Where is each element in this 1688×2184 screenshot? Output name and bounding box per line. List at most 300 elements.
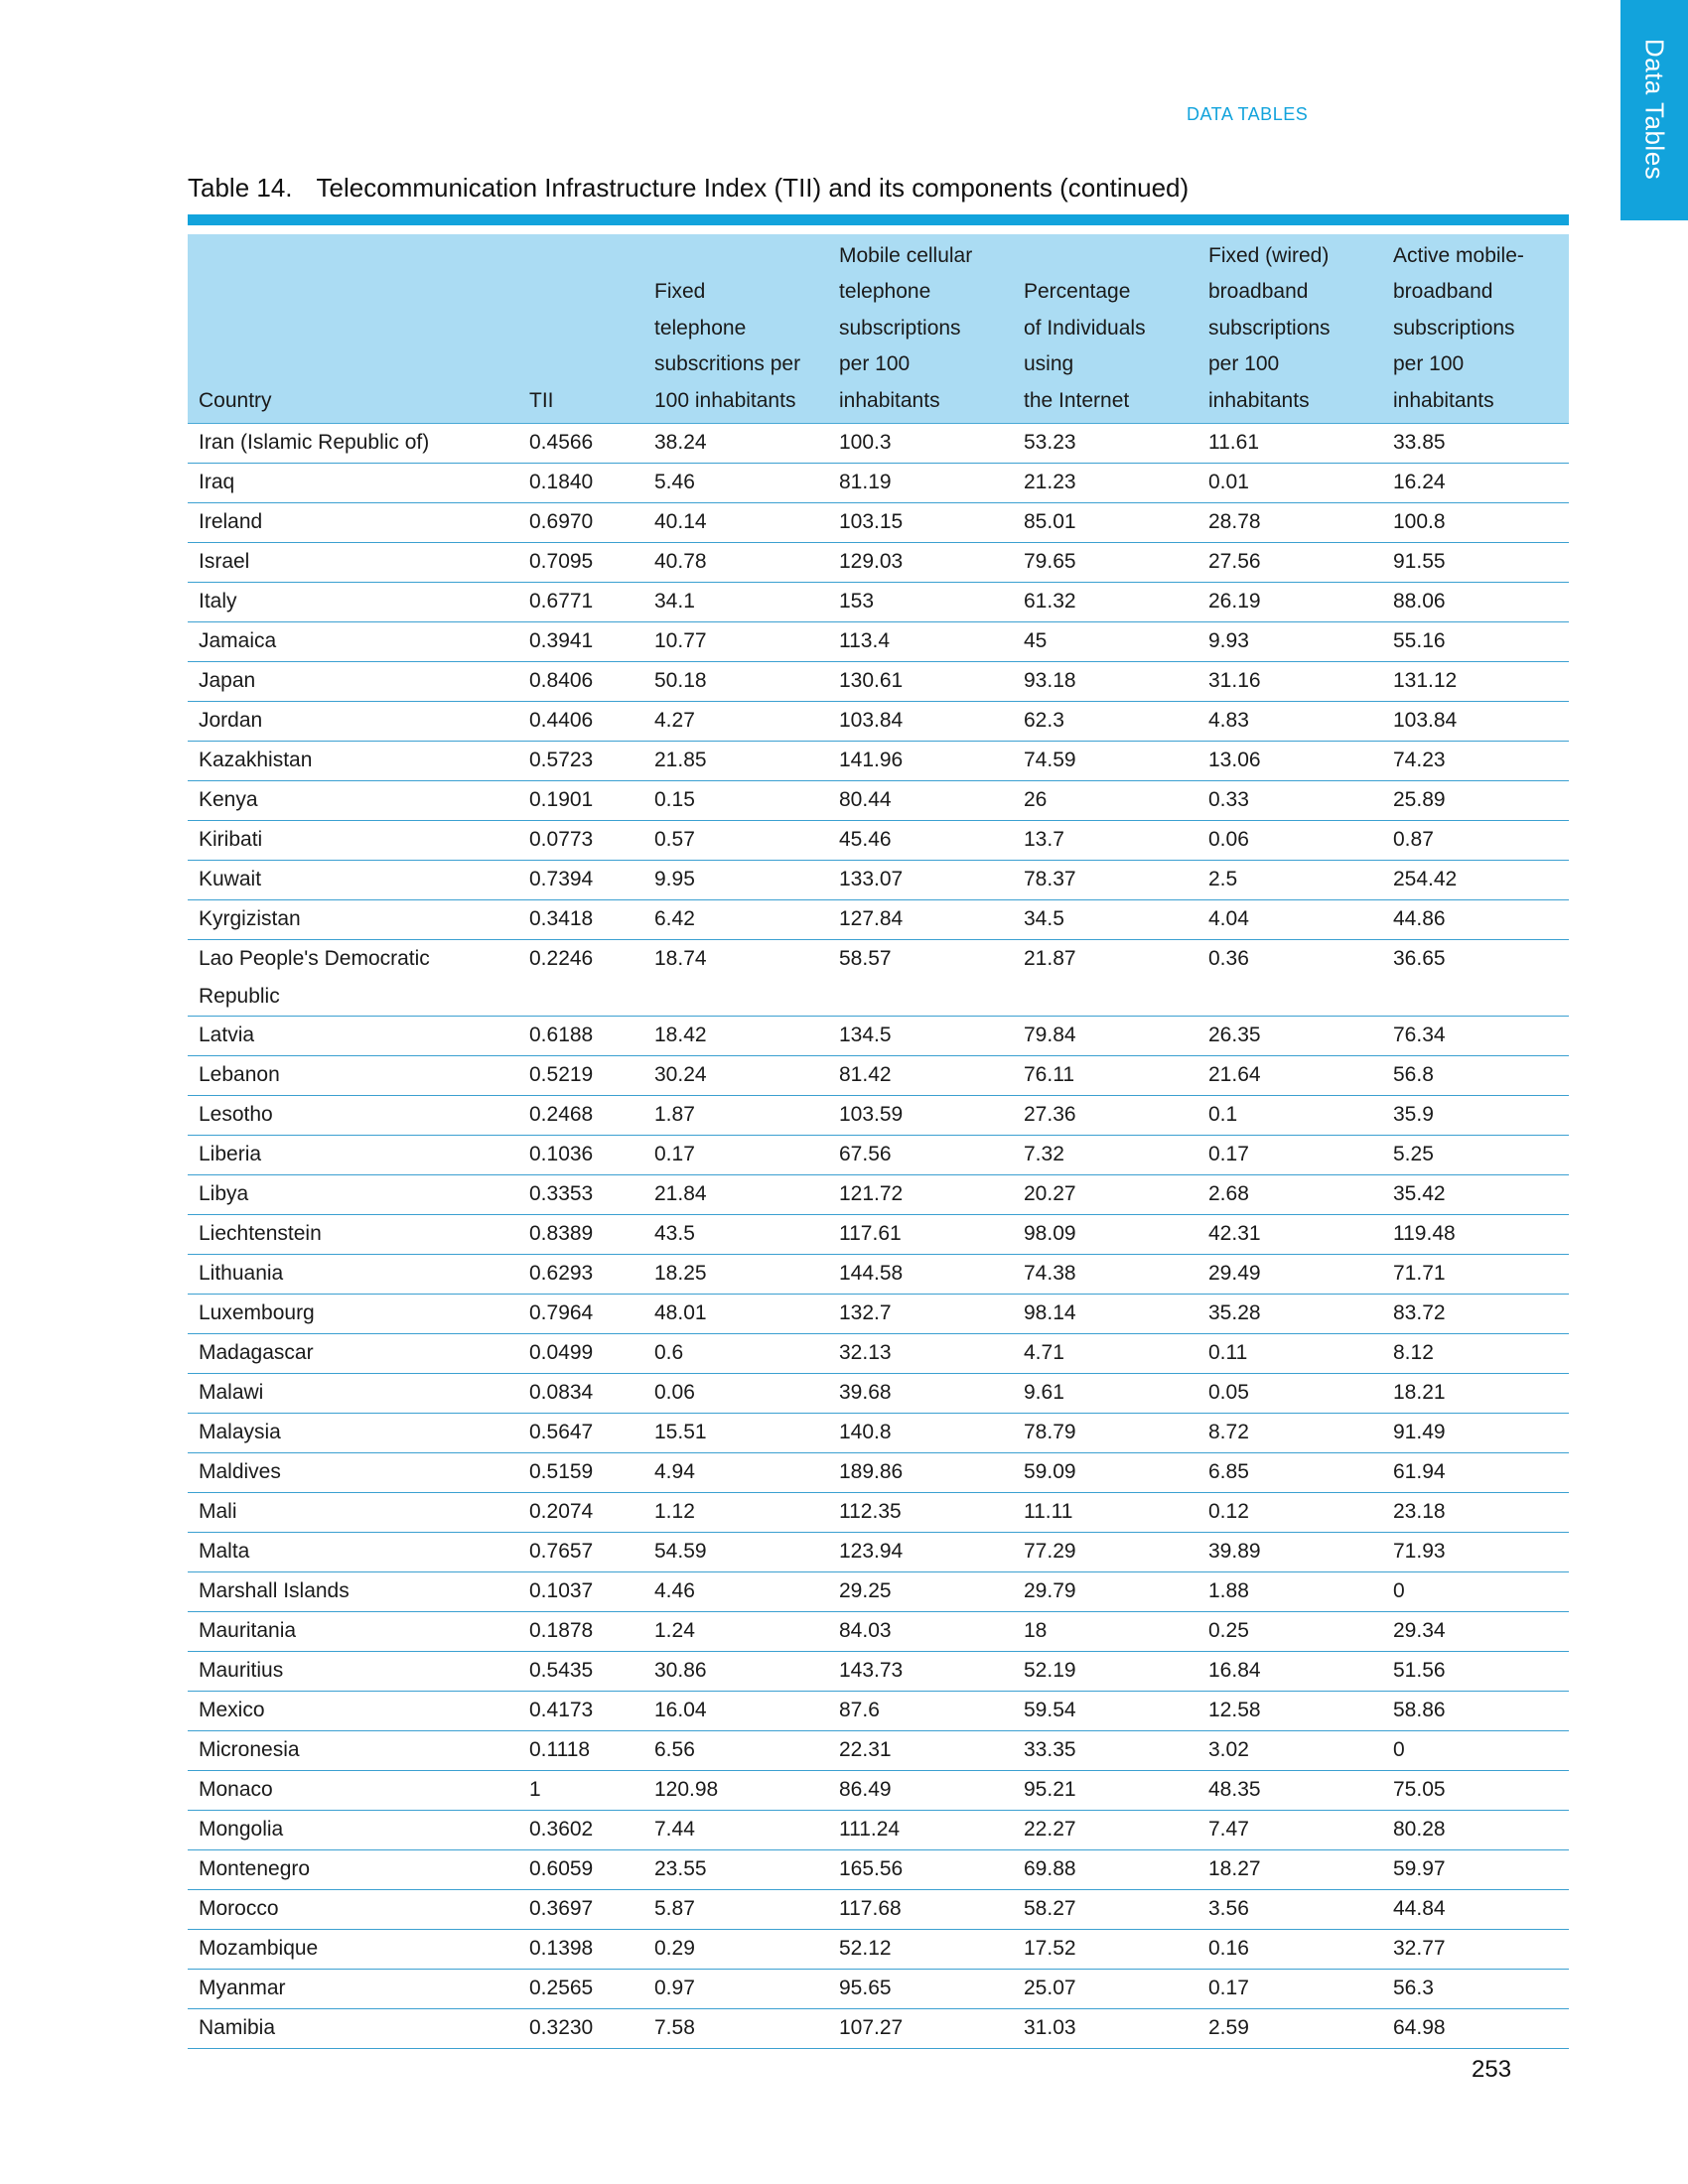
value-cell-internet-users: 29.79 (1013, 1572, 1197, 1612)
running-header: DATA TABLES (1187, 104, 1309, 124)
value-cell-mobile-cellular: 140.8 (828, 1414, 1013, 1453)
value-cell-mobile-cellular: 165.56 (828, 1850, 1013, 1890)
value-cell-fixed-broadband: 0.12 (1197, 1493, 1382, 1533)
value-cell-fixed-broadband: 2.59 (1197, 2009, 1382, 2049)
value-cell-fixed-telephone: 120.98 (643, 1771, 828, 1811)
value-cell-fixed-broadband: 6.85 (1197, 1453, 1382, 1493)
column-header-fixed-broadband (1197, 234, 1382, 424)
value-cell-tii: 0.0773 (518, 821, 643, 861)
table-row (188, 1056, 1569, 1096)
table-header (188, 234, 1569, 424)
column-header-line: Mobile cellular (839, 244, 973, 267)
value-cell-mobile-broadband: 80.28 (1382, 1811, 1569, 1850)
value-cell-internet-users: 26 (1013, 781, 1197, 821)
table-row (188, 503, 1569, 543)
value-cell-tii: 0.5159 (518, 1453, 643, 1493)
country-cell-line: Republic (199, 985, 280, 1009)
table-row (188, 2009, 1569, 2049)
country-cell (188, 940, 518, 1017)
value-cell-fixed-telephone: 54.59 (643, 1533, 828, 1572)
country-cell: Kenya (188, 781, 518, 821)
value-cell-mobile-cellular: 144.58 (828, 1255, 1013, 1295)
value-cell-mobile-cellular: 129.03 (828, 543, 1013, 583)
column-header-line: subscritions per (654, 352, 801, 376)
value-cell-internet-users: 25.07 (1013, 1970, 1197, 2009)
value-cell-tii: 0.4566 (518, 424, 643, 464)
value-cell-mobile-cellular: 103.84 (828, 702, 1013, 742)
country-cell: Iraq (188, 464, 518, 503)
country-cell: Lithuania (188, 1255, 518, 1295)
value-cell-tii: 0.7964 (518, 1295, 643, 1334)
value-cell-fixed-broadband: 3.56 (1197, 1890, 1382, 1930)
value-cell-fixed-broadband: 27.56 (1197, 543, 1382, 583)
table-row (188, 1652, 1569, 1692)
country-cell: Libya (188, 1175, 518, 1215)
country-cell: Monaco (188, 1771, 518, 1811)
column-header-line: of Individuals (1024, 316, 1146, 340)
value-cell-tii: 0.0834 (518, 1374, 643, 1414)
value-cell-tii: 0.3418 (518, 900, 643, 940)
value-cell-mobile-broadband: 74.23 (1382, 742, 1569, 781)
column-header-line: Country (199, 388, 272, 412)
table-title (188, 173, 1189, 204)
value-cell-fixed-broadband: 18.27 (1197, 1850, 1382, 1890)
value-cell-mobile-broadband: 103.84 (1382, 702, 1569, 742)
country-cell: Japan (188, 662, 518, 702)
column-header-fixed-telephone (643, 234, 828, 424)
value-cell-fixed-broadband: 8.72 (1197, 1414, 1382, 1453)
value-cell-mobile-broadband: 88.06 (1382, 583, 1569, 622)
value-cell-mobile-broadband: 58.86 (1382, 1692, 1569, 1731)
value-cell-fixed-broadband: 0.36 (1197, 940, 1382, 1017)
country-cell: Mozambique (188, 1930, 518, 1970)
column-header-line: Fixed (wired) (1208, 244, 1330, 267)
value-cell-tii: 0.6059 (518, 1850, 643, 1890)
country-cell: Liberia (188, 1136, 518, 1175)
column-header-line: broadband (1393, 280, 1493, 304)
table-row (188, 622, 1569, 662)
value-cell-internet-users: 98.14 (1013, 1295, 1197, 1334)
value-cell-fixed-telephone: 7.44 (643, 1811, 828, 1850)
value-cell-tii: 0.1037 (518, 1572, 643, 1612)
value-cell-tii: 0.1398 (518, 1930, 643, 1970)
country-cell: Mali (188, 1493, 518, 1533)
value-cell-fixed-telephone: 9.95 (643, 861, 828, 900)
table-row (188, 1215, 1569, 1255)
value-cell-mobile-broadband: 0 (1382, 1572, 1569, 1612)
column-header-line: per 100 (1393, 352, 1465, 376)
country-cell: Jordan (188, 702, 518, 742)
column-header-line: inhabitants (1393, 388, 1494, 412)
value-cell-fixed-telephone: 4.27 (643, 702, 828, 742)
value-cell-fixed-telephone: 1.87 (643, 1096, 828, 1136)
value-cell-fixed-telephone: 43.5 (643, 1215, 828, 1255)
value-cell-internet-users: 77.29 (1013, 1533, 1197, 1572)
value-cell-internet-users: 74.59 (1013, 742, 1197, 781)
table-row (188, 1850, 1569, 1890)
table-row (188, 1612, 1569, 1652)
value-cell-mobile-cellular: 130.61 (828, 662, 1013, 702)
value-cell-internet-users: 11.11 (1013, 1493, 1197, 1533)
value-cell-fixed-telephone: 6.42 (643, 900, 828, 940)
value-cell-mobile-broadband: 59.97 (1382, 1850, 1569, 1890)
value-cell-internet-users: 59.09 (1013, 1453, 1197, 1493)
value-cell-tii: 0.0499 (518, 1334, 643, 1374)
value-cell-fixed-broadband: 39.89 (1197, 1533, 1382, 1572)
table-title-text: Telecommunication Infrastructure Index (TII) and its components (continued) (316, 173, 1190, 203)
value-cell-mobile-broadband: 76.34 (1382, 1017, 1569, 1056)
column-header-line: per 100 (1208, 352, 1280, 376)
country-cell: Italy (188, 583, 518, 622)
value-cell-fixed-broadband: 7.47 (1197, 1811, 1382, 1850)
value-cell-tii: 0.6771 (518, 583, 643, 622)
value-cell-tii: 0.3941 (518, 622, 643, 662)
value-cell-mobile-broadband: 36.65 (1382, 940, 1569, 1017)
table-row (188, 1136, 1569, 1175)
value-cell-mobile-broadband: 254.42 (1382, 861, 1569, 900)
value-cell-tii: 0.5723 (518, 742, 643, 781)
value-cell-fixed-telephone: 34.1 (643, 583, 828, 622)
value-cell-fixed-broadband: 0.16 (1197, 1930, 1382, 1970)
value-cell-internet-users: 79.84 (1013, 1017, 1197, 1056)
value-cell-fixed-broadband: 0.1 (1197, 1096, 1382, 1136)
value-cell-fixed-telephone: 18.25 (643, 1255, 828, 1295)
column-header-country (188, 234, 518, 424)
country-cell-line: Lao People's Democratic (199, 947, 430, 971)
value-cell-mobile-cellular: 81.19 (828, 464, 1013, 503)
country-cell: Montenegro (188, 1850, 518, 1890)
table-number: Table 14. (188, 173, 293, 203)
value-cell-fixed-broadband: 12.58 (1197, 1692, 1382, 1731)
value-cell-internet-users: 34.5 (1013, 900, 1197, 940)
value-cell-mobile-cellular: 121.72 (828, 1175, 1013, 1215)
column-header-line: the Internet (1024, 388, 1130, 412)
country-cell: Mongolia (188, 1811, 518, 1850)
column-header-mobile-cellular (828, 234, 1013, 424)
country-cell: Iran (Islamic Republic of) (188, 424, 518, 464)
value-cell-tii: 0.3230 (518, 2009, 643, 2049)
value-cell-fixed-telephone: 0.15 (643, 781, 828, 821)
value-cell-mobile-cellular: 103.59 (828, 1096, 1013, 1136)
country-cell: Latvia (188, 1017, 518, 1056)
value-cell-mobile-cellular: 123.94 (828, 1533, 1013, 1572)
value-cell-fixed-telephone: 50.18 (643, 662, 828, 702)
value-cell-mobile-broadband: 56.8 (1382, 1056, 1569, 1096)
value-cell-fixed-broadband: 0.01 (1197, 464, 1382, 503)
value-cell-fixed-telephone: 4.46 (643, 1572, 828, 1612)
value-cell-mobile-broadband: 35.9 (1382, 1096, 1569, 1136)
value-cell-fixed-broadband: 26.19 (1197, 583, 1382, 622)
value-cell-mobile-broadband: 56.3 (1382, 1970, 1569, 2009)
title-rule (188, 214, 1569, 225)
value-cell-internet-users: 98.09 (1013, 1215, 1197, 1255)
value-cell-fixed-broadband: 4.83 (1197, 702, 1382, 742)
value-cell-fixed-broadband: 0.11 (1197, 1334, 1382, 1374)
value-cell-mobile-cellular: 134.5 (828, 1017, 1013, 1056)
table-row (188, 1453, 1569, 1493)
value-cell-internet-users: 33.35 (1013, 1731, 1197, 1771)
value-cell-internet-users: 79.65 (1013, 543, 1197, 583)
value-cell-mobile-broadband: 75.05 (1382, 1771, 1569, 1811)
value-cell-fixed-telephone: 0.6 (643, 1334, 828, 1374)
country-cell: Kiribati (188, 821, 518, 861)
value-cell-internet-users: 22.27 (1013, 1811, 1197, 1850)
country-cell: Ireland (188, 503, 518, 543)
value-cell-tii: 0.4406 (518, 702, 643, 742)
value-cell-fixed-broadband: 29.49 (1197, 1255, 1382, 1295)
table-row (188, 543, 1569, 583)
table-row (188, 1255, 1569, 1295)
value-cell-mobile-cellular: 32.13 (828, 1334, 1013, 1374)
value-cell-mobile-broadband: 33.85 (1382, 424, 1569, 464)
value-cell-fixed-telephone: 15.51 (643, 1414, 828, 1453)
value-cell-mobile-broadband: 0 (1382, 1731, 1569, 1771)
value-cell-mobile-cellular: 143.73 (828, 1652, 1013, 1692)
column-header-line: broadband (1208, 280, 1309, 304)
column-header-tii (518, 234, 643, 424)
value-cell-mobile-cellular: 117.68 (828, 1890, 1013, 1930)
column-header-mobile-broadband (1382, 234, 1569, 424)
value-cell-mobile-cellular: 189.86 (828, 1453, 1013, 1493)
column-header-line: TII (529, 388, 554, 412)
value-cell-tii: 0.5435 (518, 1652, 643, 1692)
page-number: 253 (1472, 2056, 1512, 2083)
table-row (188, 583, 1569, 622)
value-cell-fixed-broadband: 0.17 (1197, 1136, 1382, 1175)
value-cell-mobile-broadband: 44.84 (1382, 1890, 1569, 1930)
country-cell: Luxembourg (188, 1295, 518, 1334)
section-side-tab (1620, 0, 1688, 220)
value-cell-fixed-broadband: 9.93 (1197, 622, 1382, 662)
value-cell-mobile-broadband: 51.56 (1382, 1652, 1569, 1692)
country-cell: Malawi (188, 1374, 518, 1414)
table-row (188, 424, 1569, 464)
value-cell-mobile-cellular: 87.6 (828, 1692, 1013, 1731)
value-cell-mobile-broadband: 0.87 (1382, 821, 1569, 861)
column-header-line: using (1024, 352, 1074, 376)
value-cell-mobile-cellular: 153 (828, 583, 1013, 622)
country-cell: Micronesia (188, 1731, 518, 1771)
value-cell-internet-users: 53.23 (1013, 424, 1197, 464)
value-cell-internet-users: 7.32 (1013, 1136, 1197, 1175)
table-row (188, 1493, 1569, 1533)
table-row (188, 900, 1569, 940)
value-cell-internet-users: 52.19 (1013, 1652, 1197, 1692)
value-cell-fixed-broadband: 2.68 (1197, 1175, 1382, 1215)
value-cell-fixed-telephone: 23.55 (643, 1850, 828, 1890)
table-row (188, 1414, 1569, 1453)
value-cell-mobile-cellular: 132.7 (828, 1295, 1013, 1334)
value-cell-internet-users: 27.36 (1013, 1096, 1197, 1136)
table-row (188, 464, 1569, 503)
value-cell-mobile-cellular: 141.96 (828, 742, 1013, 781)
value-cell-mobile-cellular: 100.3 (828, 424, 1013, 464)
column-header-line: subscriptions (839, 316, 961, 340)
value-cell-tii: 0.2565 (518, 1970, 643, 2009)
country-cell: Israel (188, 543, 518, 583)
value-cell-mobile-broadband: 16.24 (1382, 464, 1569, 503)
value-cell-tii: 1 (518, 1771, 643, 1811)
column-header-line: Percentage (1024, 280, 1131, 304)
value-cell-internet-users: 21.87 (1013, 940, 1197, 1017)
value-cell-fixed-telephone: 18.74 (643, 940, 828, 1017)
value-cell-fixed-broadband: 2.5 (1197, 861, 1382, 900)
value-cell-mobile-broadband: 71.93 (1382, 1533, 1569, 1572)
country-cell: Morocco (188, 1890, 518, 1930)
value-cell-internet-users: 4.71 (1013, 1334, 1197, 1374)
value-cell-fixed-telephone: 0.97 (643, 1970, 828, 2009)
value-cell-fixed-broadband: 11.61 (1197, 424, 1382, 464)
value-cell-mobile-broadband: 83.72 (1382, 1295, 1569, 1334)
column-header-line: inhabitants (839, 388, 940, 412)
table-row (188, 1017, 1569, 1056)
table-row (188, 1295, 1569, 1334)
country-cell: Kazakhistan (188, 742, 518, 781)
value-cell-fixed-telephone: 30.86 (643, 1652, 828, 1692)
value-cell-mobile-broadband: 91.55 (1382, 543, 1569, 583)
value-cell-tii: 0.7657 (518, 1533, 643, 1572)
value-cell-fixed-broadband: 13.06 (1197, 742, 1382, 781)
table-row (188, 1970, 1569, 2009)
column-header-line: Fixed (654, 280, 706, 304)
value-cell-mobile-cellular: 103.15 (828, 503, 1013, 543)
value-cell-tii: 0.6293 (518, 1255, 643, 1295)
table-row (188, 1930, 1569, 1970)
table-row (188, 702, 1569, 742)
table-row (188, 1533, 1569, 1572)
value-cell-fixed-telephone: 6.56 (643, 1731, 828, 1771)
value-cell-fixed-broadband: 0.06 (1197, 821, 1382, 861)
value-cell-internet-users: 74.38 (1013, 1255, 1197, 1295)
value-cell-fixed-telephone: 30.24 (643, 1056, 828, 1096)
column-header-line: 100 inhabitants (654, 388, 796, 412)
value-cell-internet-users: 93.18 (1013, 662, 1197, 702)
value-cell-fixed-telephone: 4.94 (643, 1453, 828, 1493)
country-cell: Maldives (188, 1453, 518, 1493)
value-cell-mobile-cellular: 45.46 (828, 821, 1013, 861)
value-cell-mobile-broadband: 61.94 (1382, 1453, 1569, 1493)
column-header-line: per 100 (839, 352, 911, 376)
value-cell-mobile-cellular: 113.4 (828, 622, 1013, 662)
table-row (188, 662, 1569, 702)
column-header-line: subscriptions (1393, 316, 1515, 340)
value-cell-mobile-broadband: 18.21 (1382, 1374, 1569, 1414)
value-cell-tii: 0.8389 (518, 1215, 643, 1255)
table-row (188, 1692, 1569, 1731)
value-cell-mobile-cellular: 86.49 (828, 1771, 1013, 1811)
value-cell-mobile-broadband: 44.86 (1382, 900, 1569, 940)
value-cell-fixed-telephone: 0.57 (643, 821, 828, 861)
value-cell-fixed-telephone: 1.12 (643, 1493, 828, 1533)
value-cell-fixed-broadband: 1.88 (1197, 1572, 1382, 1612)
value-cell-mobile-cellular: 67.56 (828, 1136, 1013, 1175)
value-cell-tii: 0.8406 (518, 662, 643, 702)
value-cell-fixed-broadband: 42.31 (1197, 1215, 1382, 1255)
table-row (188, 1890, 1569, 1930)
value-cell-mobile-cellular: 107.27 (828, 2009, 1013, 2049)
column-header-line: telephone (654, 316, 747, 340)
value-cell-internet-users: 20.27 (1013, 1175, 1197, 1215)
value-cell-mobile-cellular: 127.84 (828, 900, 1013, 940)
value-cell-fixed-telephone: 16.04 (643, 1692, 828, 1731)
value-cell-fixed-telephone: 40.78 (643, 543, 828, 583)
column-header-internet-users (1013, 234, 1197, 424)
value-cell-internet-users: 18 (1013, 1612, 1197, 1652)
value-cell-tii: 0.3602 (518, 1811, 643, 1850)
value-cell-fixed-telephone: 21.84 (643, 1175, 828, 1215)
country-cell: Lebanon (188, 1056, 518, 1096)
value-cell-tii: 0.7394 (518, 861, 643, 900)
value-cell-internet-users: 95.21 (1013, 1771, 1197, 1811)
value-cell-mobile-cellular: 84.03 (828, 1612, 1013, 1652)
column-header-line: telephone (839, 280, 931, 304)
value-cell-mobile-cellular: 80.44 (828, 781, 1013, 821)
country-cell: Malaysia (188, 1414, 518, 1453)
value-cell-fixed-broadband: 48.35 (1197, 1771, 1382, 1811)
value-cell-mobile-cellular: 111.24 (828, 1811, 1013, 1850)
column-header-line: inhabitants (1208, 388, 1310, 412)
value-cell-mobile-cellular: 133.07 (828, 861, 1013, 900)
value-cell-mobile-cellular: 95.65 (828, 1970, 1013, 2009)
value-cell-internet-users: 85.01 (1013, 503, 1197, 543)
value-cell-mobile-broadband: 32.77 (1382, 1930, 1569, 1970)
value-cell-mobile-cellular: 52.12 (828, 1930, 1013, 1970)
value-cell-mobile-broadband: 91.49 (1382, 1414, 1569, 1453)
table-row (188, 1771, 1569, 1811)
value-cell-tii: 0.3353 (518, 1175, 643, 1215)
value-cell-internet-users: 17.52 (1013, 1930, 1197, 1970)
value-cell-tii: 0.7095 (518, 543, 643, 583)
value-cell-fixed-telephone: 0.29 (643, 1930, 828, 1970)
value-cell-tii: 0.1840 (518, 464, 643, 503)
value-cell-internet-users: 59.54 (1013, 1692, 1197, 1731)
country-cell: Liechtenstein (188, 1215, 518, 1255)
country-cell: Malta (188, 1533, 518, 1572)
value-cell-internet-users: 45 (1013, 622, 1197, 662)
value-cell-tii: 0.1901 (518, 781, 643, 821)
value-cell-tii: 0.2468 (518, 1096, 643, 1136)
value-cell-fixed-telephone: 0.06 (643, 1374, 828, 1414)
value-cell-mobile-broadband: 100.8 (1382, 503, 1569, 543)
country-cell: Myanmar (188, 1970, 518, 2009)
value-cell-mobile-cellular: 29.25 (828, 1572, 1013, 1612)
value-cell-fixed-broadband: 28.78 (1197, 503, 1382, 543)
column-header-line: Active mobile- (1393, 244, 1524, 267)
value-cell-mobile-cellular: 117.61 (828, 1215, 1013, 1255)
country-cell: Madagascar (188, 1334, 518, 1374)
value-cell-mobile-broadband: 29.34 (1382, 1612, 1569, 1652)
value-cell-mobile-broadband: 71.71 (1382, 1255, 1569, 1295)
value-cell-fixed-broadband: 0.05 (1197, 1374, 1382, 1414)
value-cell-fixed-broadband: 3.02 (1197, 1731, 1382, 1771)
value-cell-internet-users: 76.11 (1013, 1056, 1197, 1096)
value-cell-tii: 0.2246 (518, 940, 643, 1017)
value-cell-fixed-telephone: 1.24 (643, 1612, 828, 1652)
value-cell-mobile-cellular: 81.42 (828, 1056, 1013, 1096)
value-cell-tii: 0.3697 (518, 1890, 643, 1930)
table-row (188, 1096, 1569, 1136)
table-row (188, 781, 1569, 821)
value-cell-mobile-broadband: 64.98 (1382, 2009, 1569, 2049)
table-row (188, 1334, 1569, 1374)
value-cell-tii: 0.5219 (518, 1056, 643, 1096)
table-header-row (188, 234, 1569, 424)
table-row (188, 1175, 1569, 1215)
value-cell-mobile-broadband: 131.12 (1382, 662, 1569, 702)
value-cell-tii: 0.6188 (518, 1017, 643, 1056)
table-row (188, 861, 1569, 900)
value-cell-mobile-cellular: 112.35 (828, 1493, 1013, 1533)
